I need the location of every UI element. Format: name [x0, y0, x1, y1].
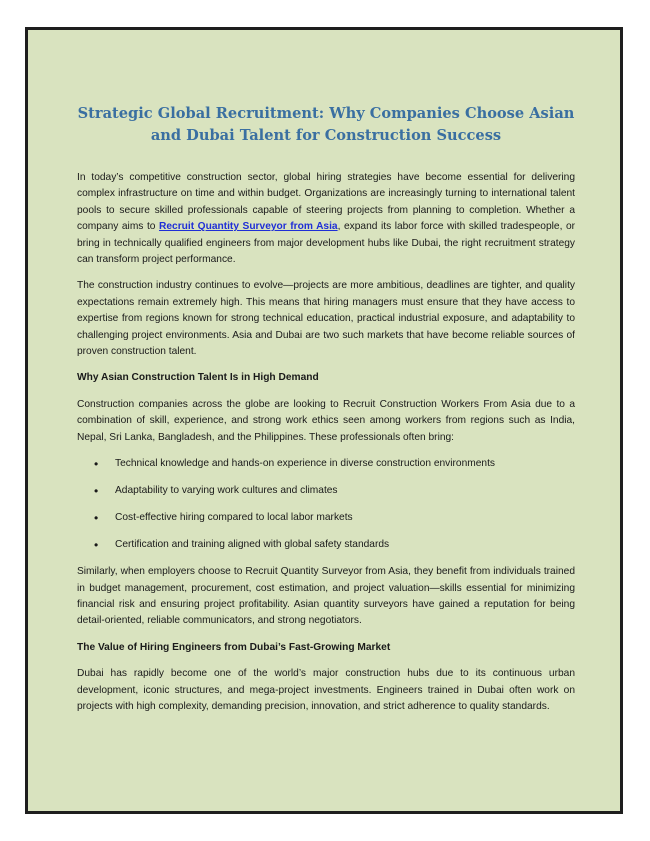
asian-talent-paragraph: Construction companies across the globe are looking to Recruit Construction Workers From Asia due to a combination of skill, experience, and strong work ethics seen among workers from regions such as India, Nepal, Sri Lanka, Bangladesh, and the Philippines. These professionals often bring: — [77, 398, 575, 443]
intro-paragraph — [77, 170, 575, 268]
list-item: • Adaptability to varying work cultures and climates — [77, 483, 575, 499]
list-item: • Cost-effective hiring compared to local labor markets — [77, 510, 575, 526]
document-title: Strategic Global Recruitment: Why Companies Choose Asian and Dubai Talent for Construction Success — [77, 105, 575, 144]
section-heading-dubai-engineers: The Value of Hiring Engineers from Dubai’s Fast-Growing Market — [77, 641, 391, 653]
list-item: • Certification and training aligned with global safety standards — [77, 537, 575, 553]
list-item: • Technical knowledge and hands-on experience in diverse construction environments — [77, 456, 575, 472]
intro-text-after: , expand its labor force with skilled tradespeople, or bring in technically qualified engineers from major development hubs like Dubai, the right recruitment strategy can transform project performance. — [77, 221, 576, 266]
quantity-surveyor-paragraph: Similarly, when employers choose to Recruit Quantity Surveyor from Asia, they benefit from individuals trained in budget management, procurement, cost estimation, and project valuation—skills essential for minimizing financial risk and ensuring project profitability. Asian quantity surveyors have gained a reputation for being detail-oriented, reliable communicators, and strong negotiators. — [77, 566, 575, 627]
benefits-list — [77, 456, 575, 553]
intro-text-before: In today’s competitive construction sector, global hiring strategies have become essential for delivering complex infrastructure on time and within budget. Organizations are increasingly turning to international talent pools to secure skilled professionals capable of steering projects from planning to completion. Whether a company aims to — [77, 172, 575, 233]
document-content — [77, 103, 575, 725]
recruit-quantity-surveyor-link[interactable]: Recruit Quantity Surveyor from Asia — [159, 221, 338, 233]
industry-paragraph: The construction industry continues to evolve—projects are more ambitious, deadlines are tighter, and quality expectations remain extremely high. This means that hiring managers must ensure that they have access to expertise from regions known for strong technical education, practical industrial exposure, and adaptability to challenging project environments. Asia and Dubai are two such markets that have become reliable sources of proven construction talent. — [77, 280, 575, 358]
dubai-paragraph: Dubai has rapidly become one of the world’s major construction hubs due to its continuous urban development, iconic structures, and mega-project investments. Engineers trained in Dubai often work on projects with high complexity, demanding precision, innovation, and strict adherence to quality standards. — [77, 668, 575, 712]
section-heading-asian-talent: Why Asian Construction Talent Is in High Demand — [77, 372, 319, 384]
document-page — [25, 27, 623, 814]
